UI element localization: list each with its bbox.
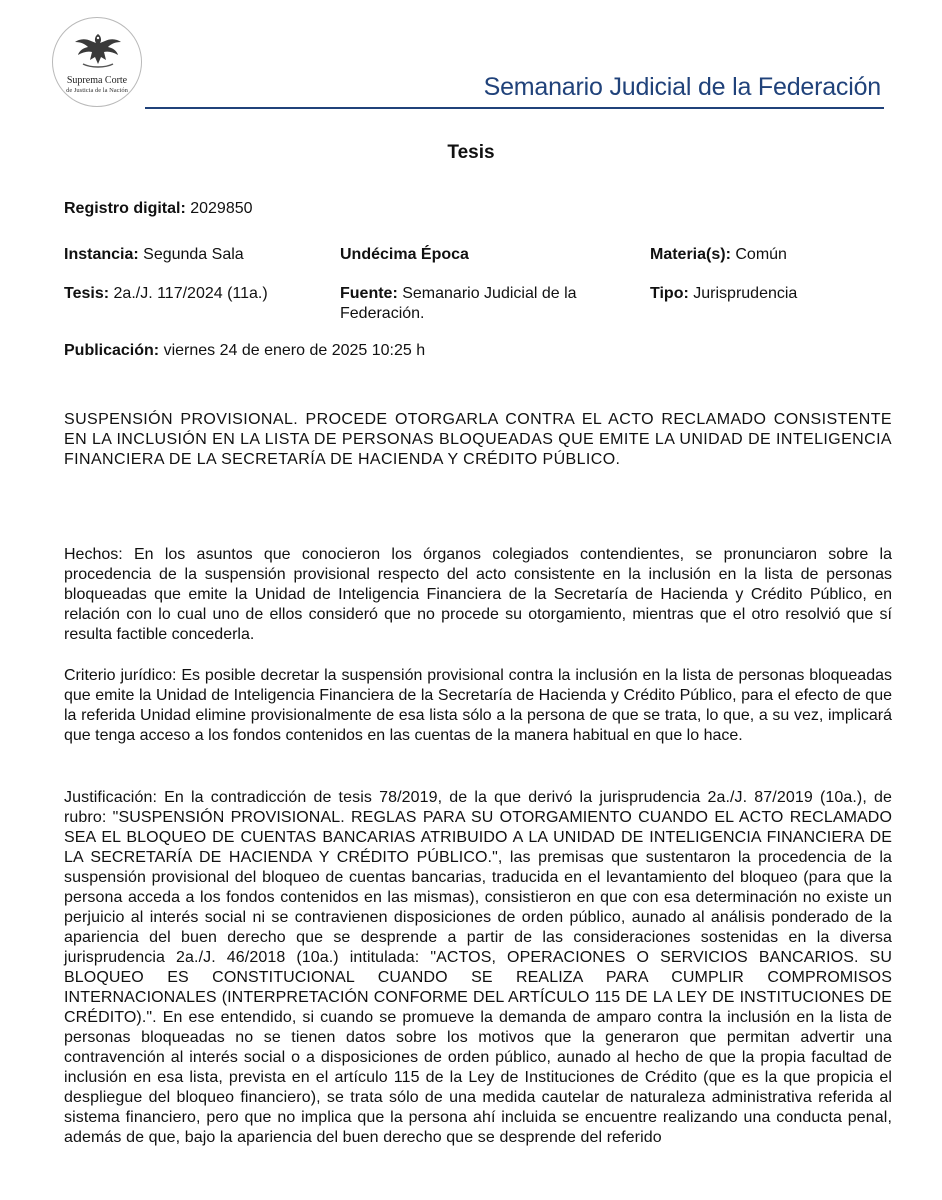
instancia-value: Segunda Sala: [143, 246, 244, 263]
fuente-field: [340, 284, 630, 324]
tipo-field: [650, 284, 797, 304]
document-type-heading: Tesis: [447, 142, 495, 163]
logo-text-line1: Suprema Corte: [66, 75, 128, 86]
materia-value: Común: [735, 246, 787, 263]
fuente-label: Fuente:: [340, 285, 398, 302]
instancia-label: Instancia:: [64, 246, 139, 263]
publicacion-value: viernes 24 de enero de 2025 10:25 h: [163, 342, 426, 359]
scjn-seal-logo: [52, 17, 142, 107]
logo-text-line2: de Justicia de la Nación: [66, 87, 128, 94]
epoca-value: Undécima Época: [340, 246, 469, 263]
criterio-paragraph: Criterio jurídico: Es posible decretar la suspensión provisional contra la inclusión en la lista de personas bloqueadas que emite la Unidad de Inteligencia Financiera de la Secretaría de Hacienda y Crédito Público, para el efecto de que la referida Unidad elimine provisionalmente de esa lista sólo a la persona de que se trata, lo que, a su vez, implicará que tenga acceso a los fondos contenidos en las cuentas de la manera habitual en que lo hace.: [64, 667, 892, 744]
tesis-field: [64, 284, 268, 304]
materia-label: Materia(s):: [650, 246, 731, 263]
registro-value: 2029850: [190, 200, 253, 217]
materia-field: [650, 245, 787, 265]
publicacion-field: [64, 341, 425, 361]
tesis-value: 2a./J. 117/2024 (11a.): [113, 285, 268, 302]
site-title: Semanario Judicial de la Federación: [483, 73, 881, 101]
eagle-icon: [73, 30, 123, 72]
justificacion-paragraph: Justificación: En la contradicción de tesis 78/2019, de la que derivó la jurisprudencia 2a./J. 87/2019 (10a.), de rubro: "SUSPENSIÓN PROVISIONAL. REGLAS PARA SU OTORGAMIENTO CUANDO EL ACTO RECLAMADO SEA EL BLOQUEO DE CUENTAS BANCARIAS ATRIBUIDO A LA UNIDAD DE INTELIGENCIA FINANCIERA DE LA SECRETARÍA DE HACIENDA Y CRÉDITO PÚBLICO.", las premisas que sustentaron la procedencia de la suspensión provisional del bloqueo de cuentas bancarias, traducida en el levantamiento del bloqueo (para que la persona acceda a los fondos contenidos en las mismas), consistieron en que con esa determinación no existe un perjuicio al interés social ni se contravienen disposiciones de orden público, aunado al análisis ponderado de la apariencia del buen derecho que se desprende a partir de las consideraciones sostenidas en la diversa jurisprudencia 2a./J. 46/2018 (10a.) intitulada: "ACTOS, OPERACIONES O SERVICIOS BANCARIOS. SU BLOQUEO ES CONSTITUCIONAL CUANDO SE REALIZA PARA CUMPLIR COMPROMISOS INTERNACIONALES (INTERPRETACIÓN CONFORME DEL ARTÍCULO 115 DE LA LEY DE INSTITUCIONES DE CRÉDITO).". En ese entendido, si cuando se promueve la demanda de amparo contra la inclusión en la lista de personas bloqueadas no se tienen datos sobre los motivos que la generaron que permitan advertir una contravención al interés social o a disposiciones de orden público, aunado al hecho de que la propia facultad de inclusión en esa lista, prevista en el artículo 115 de la Ley de Instituciones de Crédito (que es la que propicia el despliegue del bloqueo financiero), se trata sólo de una medida cautelar de naturaleza administrativa referida al sistema financiero, pero que no implica que la persona ahí incluida se encuentre realizando una conducta penal, además de que, bajo la apariencia del buen derecho que se desprende del referido: [64, 789, 892, 1146]
registro-label: Registro digital:: [64, 200, 186, 217]
fuente-value: Semanario Judicial de la Federación.: [340, 285, 577, 322]
tesis-label: Tesis:: [64, 285, 110, 302]
instancia-field: [64, 245, 244, 265]
header-divider: [145, 107, 884, 109]
registro-field: [64, 199, 253, 219]
tesis-rubro: SUSPENSIÓN PROVISIONAL. PROCEDE OTORGARLA CONTRA EL ACTO RECLAMADO CONSISTENTE EN LA INCLUSIÓN EN LA LISTA DE PERSONAS BLOQUEADAS QUE EMITE LA UNIDAD DE INTELIGENCIA FINANCIERA DE LA SECRETARÍA DE HACIENDA Y CRÉDITO PÚBLICO.: [64, 411, 892, 468]
hechos-paragraph: Hechos: En los asuntos que conocieron los órganos colegiados contendientes, se pronunciaron sobre la procedencia de la suspensión provisional respecto del acto consistente en la inclusión en la lista de personas bloqueadas que emite la Unidad de Inteligencia Financiera de la Secretaría de Hacienda y Crédito Público, en relación con lo cual uno de ellos consideró que no procede su otorgamiento, mientras que el otro resolvió que sí resulta factible concederla.: [64, 546, 892, 643]
epoca-field: [340, 245, 469, 265]
tipo-label: Tipo:: [650, 285, 689, 302]
publicacion-label: Publicación:: [64, 342, 160, 359]
page-header: [0, 0, 942, 125]
tipo-value: Jurisprudencia: [693, 285, 798, 302]
